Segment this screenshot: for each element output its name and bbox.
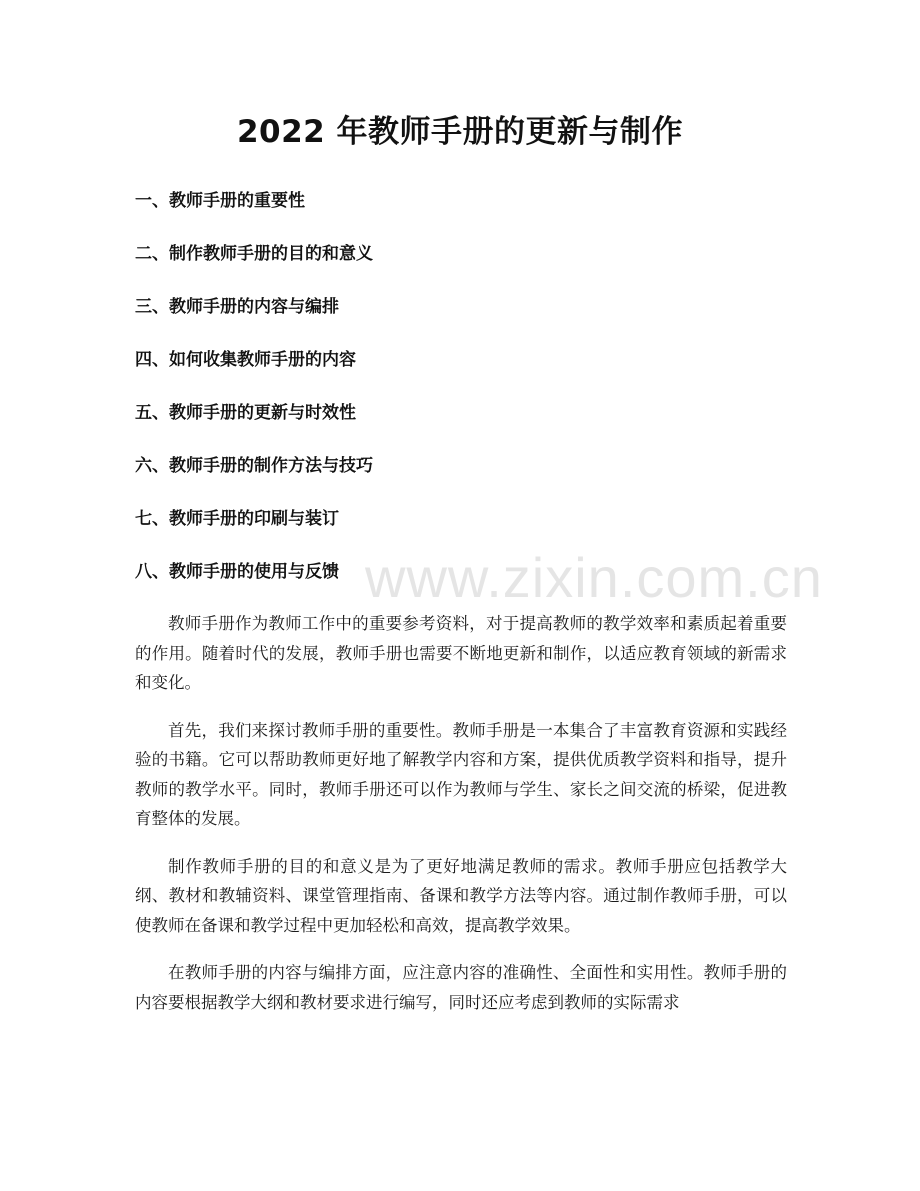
- paragraph: 制作教师手册的目的和意义是为了更好地满足教师的需求。教师手册应包括教学大纲、教材和教辅资料、课堂管理指南、备课和教学方法等内容。通过制作教师手册，可以使教师在备课和教学过程中更加轻松和高效，提高教学效果。: [135, 856, 787, 935]
- toc-item: 六、教师手册的制作方法与技巧: [135, 456, 373, 476]
- body-text: [135, 609, 787, 1035]
- toc-item: 八、教师手册的使用与反馈: [135, 562, 339, 582]
- paragraph: 教师手册作为教师工作中的重要参考资料，对于提高教师的教学效率和素质起着重要的作用。随着时代的发展，教师手册也需要不断地更新和制作，以适应教育领域的新需求和变化。: [135, 614, 787, 692]
- toc-item: 四、如何收集教师手册的内容: [135, 350, 356, 370]
- toc-item: 三、教师手册的内容与编排: [135, 297, 339, 317]
- paragraph: 首先，我们来探讨教师手册的重要性。教师手册是一本集合了丰富教育资源和实践经验的书籍。它可以帮助教师更好地了解教学内容和方案，提供优质教学资料和指导，提升教师的教学水平。同时，教师手册还可以作为教师与学生、家长之间交流的桥梁，促进教育整体的发展。: [135, 720, 787, 828]
- table-of-contents: [135, 186, 795, 610]
- toc-item: 五、教师手册的更新与时效性: [135, 403, 356, 423]
- toc-item: 一、教师手册的重要性: [135, 191, 305, 211]
- watermark: www.zixin.com.cn: [365, 546, 823, 609]
- document-title: 2022 年教师手册的更新与制作: [236, 114, 684, 150]
- toc-item: 七、教师手册的印刷与装订: [135, 509, 339, 529]
- toc-item: 二、制作教师手册的目的和意义: [135, 244, 373, 264]
- paragraph: 在教师手册的内容与编排方面，应注意内容的准确性、全面性和实用性。教师手册的内容要根据教学大纲和教材要求进行编写，同时还应考虑到教师的实际需求: [135, 963, 787, 1012]
